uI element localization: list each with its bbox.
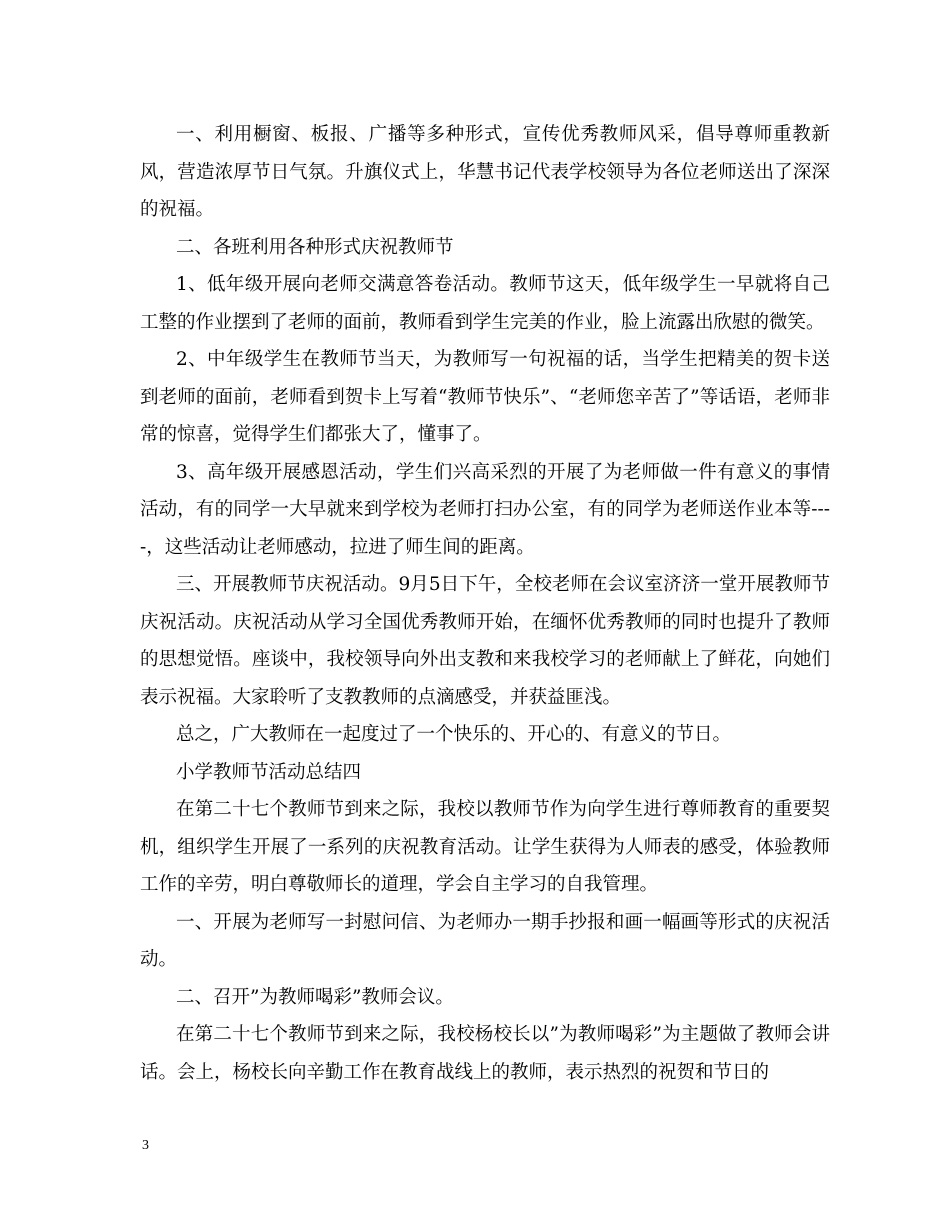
page-number: 3	[142, 1138, 149, 1153]
paragraph-letter-activity: 一、开展为老师写一封慰问信、为老师办一期手抄报和画一幅画等形式的庆祝活动。	[140, 911, 830, 970]
paragraph-principal-speech: 在第二十七个教师节到来之际，我校杨校长以”为教师喝彩”为主题做了教师会讲话。会上，杨校长向辛勤工作在教育战线上的教师，表示热烈的祝贺和节日的	[140, 1024, 830, 1083]
paragraph-middle-grade: 2、中年级学生在教师节当天，为教师写一句祝福的话，当学生把精美的贺卡送到老师的面前，老师看到贺卡上写着“教师节快乐”、“老师您辛苦了”等话语，老师非常的惊喜，觉得学生们都张大了，懂事了。	[140, 349, 830, 445]
paragraph-class-celebrations-heading: 二、各班利用各种形式庆祝教师节	[176, 236, 454, 258]
section-title-summary-four: 小学教师节活动总结四	[176, 761, 362, 783]
paragraph-lower-grade: 1、低年级开展向老师交满意答卷活动。教师节这天，低年级学生一早就将自己工整的作业摆到了老师的面前，教师看到学生完美的作业，脸上流露出欣慰的微笑。	[140, 274, 830, 333]
paragraph-summary-intro: 在第二十七个教师节到来之际，我校以教师节作为向学生进行尊师教育的重要契机，组织学生开展了一系列的庆祝教育活动。让学生获得为人师表的感受，体验教师工作的辛劳，明白尊敬师长的道理，学会自主学习的自我管理。	[140, 799, 830, 895]
document-body	[140, 116, 830, 1091]
paragraph-conclusion: 总之，广大教师在一起度过了一个快乐的、开心的、有意义的节日。	[176, 724, 732, 745]
paragraph-meeting-heading: 二、召开”为教师喝彩”教师会议。	[176, 986, 454, 1008]
paragraph-publicity: 一、利用橱窗、板报、广播等多种形式，宣传优秀教师风采，倡导尊师重教新风，营造浓厚节日气氛。升旗仪式上，华慧书记代表学校领导为各位老师送出了深深的祝福。	[140, 124, 830, 220]
paragraph-celebration-event: 三、开展教师节庆祝活动。9月5日下午，全校老师在会议室济济一堂开展教师节庆祝活动。庆祝活动从学习全国优秀教师开始，在缅怀优秀教师的同时也提升了教师的思想觉悟。座谈中，我校领导向外出支教和来我校学习的老师献上了鲜花，向她们表示祝福。大家聆听了支教教师的点滴感受，并获益匪浅。	[140, 574, 830, 708]
paragraph-upper-grade: 3、高年级开展感恩活动，学生们兴高采烈的开展了为老师做一件有意义的事情活动，有的同学一大早就来到学校为老师打扫办公室，有的同学为老师送作业本等----，这些活动让老师感动，拉进了师生间的距离。	[140, 461, 830, 558]
